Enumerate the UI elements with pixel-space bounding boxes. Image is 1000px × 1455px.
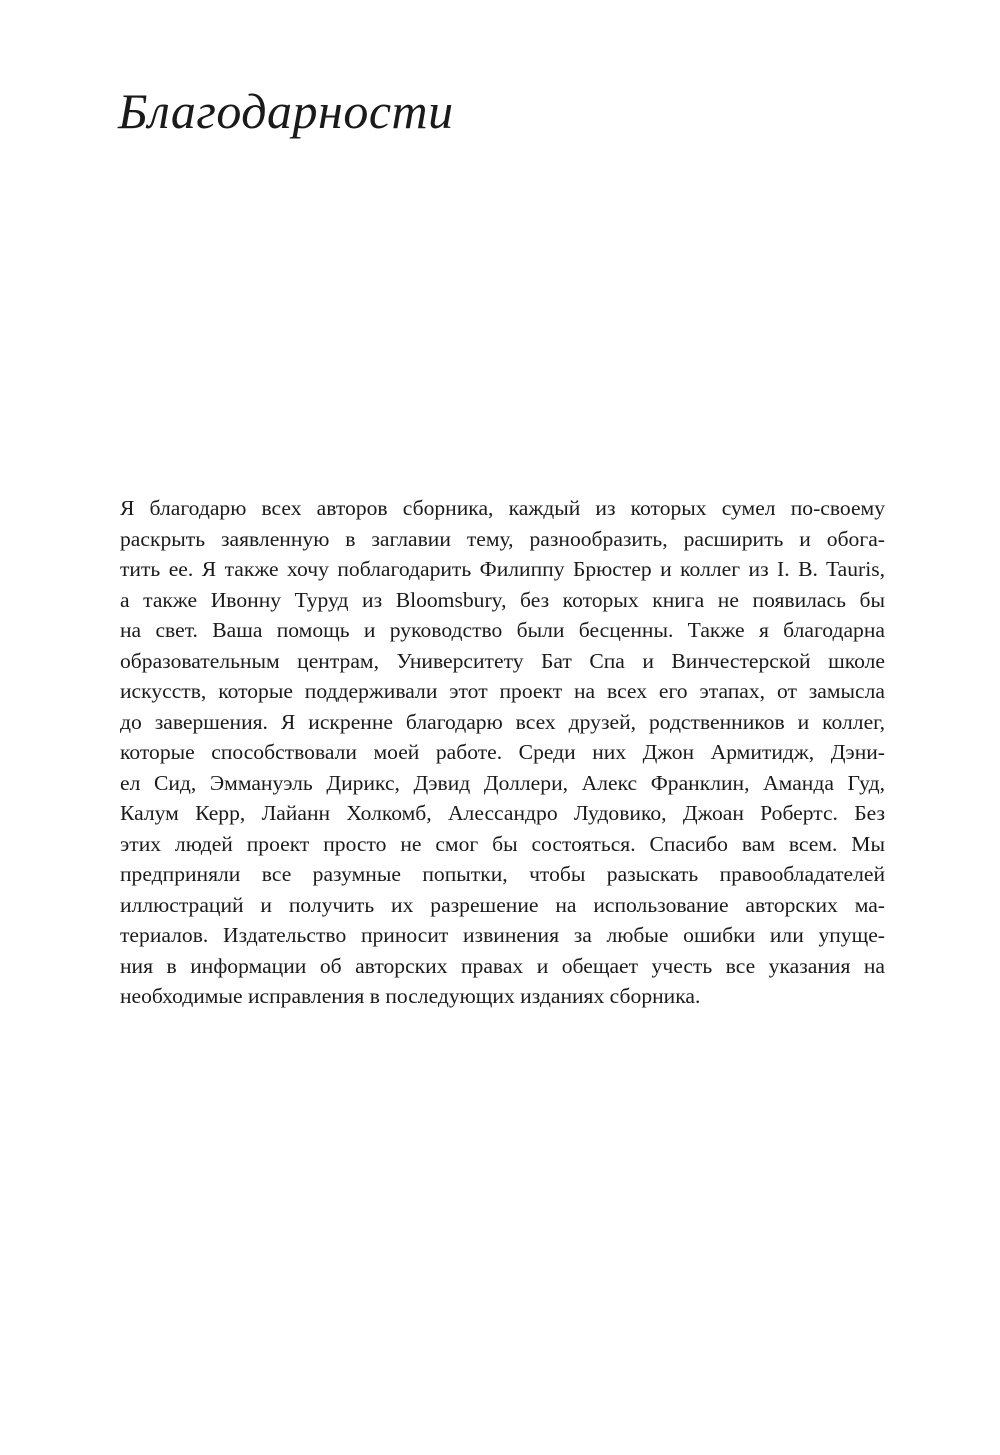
text-line: иллюстраций и получить их разрешение на использование авторских ма- <box>120 892 885 917</box>
text-line: Я благодарю всех авторов сборника, каждый из которых сумел по-своему <box>120 496 885 520</box>
text-line: ния в информации об авторских правах и обещает учесть все указания на <box>120 953 885 978</box>
acknowledgements-paragraph <box>120 493 885 1012</box>
text-line: этих людей проект просто не смог бы состояться. Спасибо вам всем. Мы <box>120 831 885 856</box>
text-line: Калум Керр, Лайанн Холкомб, Алессандро Лудовико, Джоан Робертс. Без <box>120 801 885 825</box>
text-line: образовательным центрам, Университету Бат Спа и Винчестерской школе <box>120 648 885 673</box>
text-line: которые способствовали моей работе. Среди них Джон Армитидж, Дэни- <box>120 740 885 764</box>
text-line: ел Сид, Эммануэль Дирикс, Дэвид Доллери, Алекс Франклин, Аманда Гуд, <box>120 770 885 795</box>
text-line: а также Ивонну Туруд из Bloomsbury, без которых книга не появилась бы <box>120 587 885 612</box>
page-title: Благодарности <box>118 83 454 139</box>
text-line: тить ее. Я также хочу поблагодарить Филиппу Брюстер и коллег из I. B. Tauris, <box>120 557 885 581</box>
text-line: искусств, которые поддерживали этот проект на всех его этапах, от замысла <box>120 679 885 703</box>
text-line: необходимые исправления в последующих изданиях сборника. <box>120 984 701 1008</box>
text-line: раскрыть заявленную в заглавии тему, разнообразить, расширить и обога- <box>120 526 885 551</box>
text-line: предприняли все разумные попытки, чтобы разыскать правообладателей <box>120 862 885 886</box>
text-line: на свет. Ваша помощь и руководство были бесценны. Также я благодарна <box>120 618 885 642</box>
text-line: до завершения. Я искренне благодарю всех друзей, родственников и коллег, <box>120 709 885 734</box>
text-line: териалов. Издательство приносит извинения за любые ошибки или упуще- <box>120 923 885 947</box>
